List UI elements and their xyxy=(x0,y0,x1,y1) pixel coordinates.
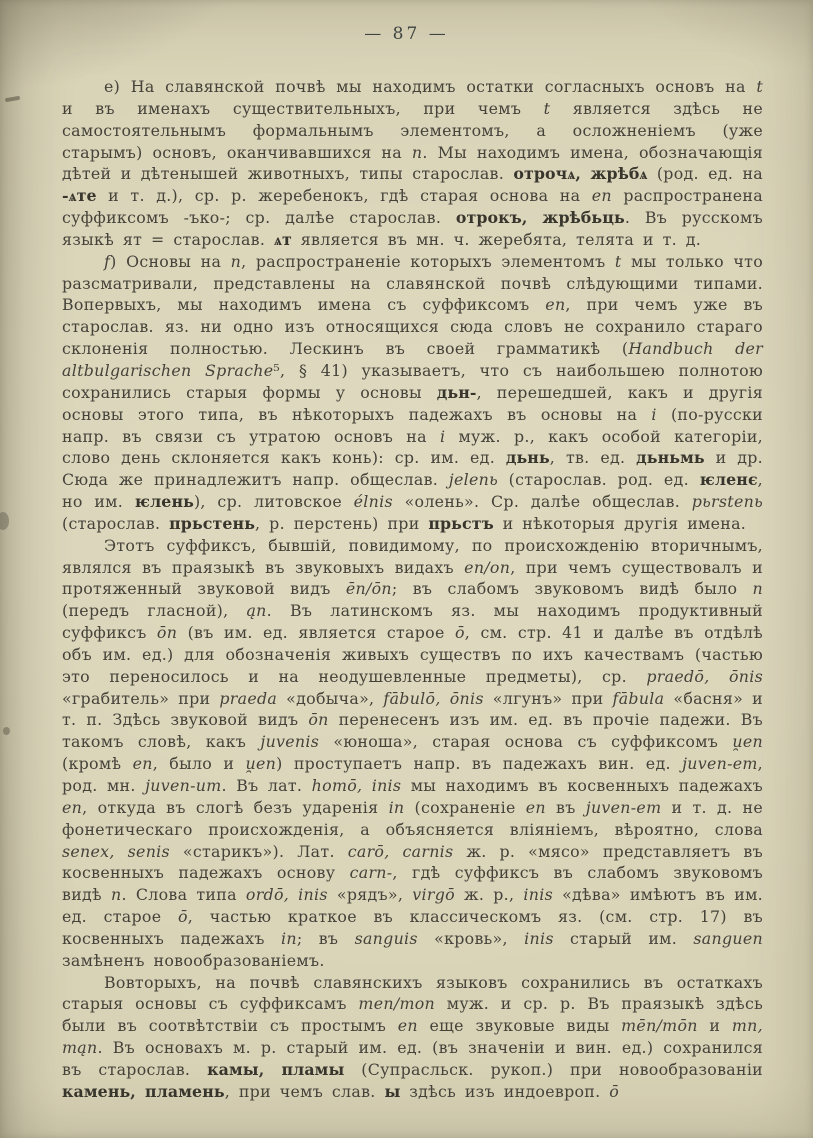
text-run: въ xyxy=(545,797,586,817)
latin-term: f xyxy=(104,251,111,271)
latin-term: n xyxy=(110,885,122,905)
page-number: — 87 — xyxy=(364,24,449,44)
text-run: ; въ xyxy=(296,928,355,948)
latin-term: inis xyxy=(524,928,554,948)
text-run: . Въ латинскомъ яз. мы находимъ продуктивный суффиксъ xyxy=(62,601,763,643)
slavic-term: ы xyxy=(384,1081,401,1101)
text-run: распространена суффиксомъ -ъко-; ср. далѣе старослав. xyxy=(62,186,763,228)
latin-term: t xyxy=(756,77,763,96)
latin-term: mn, mąn xyxy=(62,1016,763,1058)
text-run: , распространеніе которыхъ элементомъ xyxy=(241,251,615,271)
text-run: является въ мн. ч. жеребята, телята и т. д. xyxy=(291,229,702,249)
text-run: Вовторыхъ, на почвѣ славянскихъ языковъ сохранились въ остаткахъ старыя основы съ суффиксамъ xyxy=(62,972,763,1014)
paragraph xyxy=(62,972,763,1103)
text-run: ), ср. литовское xyxy=(193,492,354,512)
paragraph xyxy=(62,76,763,251)
latin-term: ō xyxy=(177,907,188,927)
slavic-term: камень, пламень xyxy=(62,1081,225,1101)
latin-term: en/on xyxy=(464,557,511,577)
latin-term: jelenь xyxy=(448,470,499,490)
latin-term: juven-em xyxy=(682,754,758,774)
text-run: Этотъ суффиксъ, бывшій, повидимому, по происхожденію вторичнымъ, являлся въ праязыкѣ въ звуковыхъ видахъ xyxy=(62,535,763,577)
latin-term: ō xyxy=(609,1081,620,1101)
page-body xyxy=(62,76,763,1103)
text-run: е) На славянской почвѣ мы находимъ остатки согласныхъ основъ на xyxy=(104,77,757,96)
text-run: . Въ лат. xyxy=(221,776,312,795)
latin-term: pьrstenь xyxy=(691,492,763,512)
latin-term: n xyxy=(411,142,423,162)
slavic-term: отрочѧ, жрѣбѧ xyxy=(513,164,648,184)
text-run: . Мы находимъ имена, обозначающія дѣтей и дѣтенышей животныхъ, типы старослав. xyxy=(62,142,763,184)
latin-term: in xyxy=(280,928,297,948)
text-run: «олень». Ср. далѣе общеслав. xyxy=(392,492,692,512)
text-run: (род. ед. на xyxy=(647,164,763,184)
latin-term: t xyxy=(614,251,622,271)
ink-speck xyxy=(0,512,9,530)
latin-term: juvenis xyxy=(260,732,320,752)
slavic-term: ѧт xyxy=(274,229,292,249)
latin-term: virgō xyxy=(412,885,455,905)
latin-term: Handbuch der altbulgarischen Sprache xyxy=(62,339,764,380)
latin-term: ordō, inis xyxy=(245,885,328,905)
text-run: «басня» и т. п. Здѣсь звуковой видъ xyxy=(62,688,763,730)
text-run: замѣненъ новообразованіемъ. xyxy=(62,950,325,970)
text-run: «юноша», старая основа съ суффиксомъ xyxy=(319,732,733,752)
latin-term: carō, carnis xyxy=(347,841,454,861)
text-run: , р. перстень) при xyxy=(255,513,429,533)
text-run: и xyxy=(697,1016,732,1036)
latin-term: en xyxy=(545,295,566,315)
slavic-term: дьн- xyxy=(436,382,477,402)
slavic-term: прьстень xyxy=(169,513,256,533)
text-run: ) Основы на xyxy=(110,251,231,271)
text-run: и т. д.), ср. р. жеребенокъ, гдѣ старая основа на xyxy=(96,186,592,206)
slavic-term: прьстъ xyxy=(428,513,494,533)
slavic-term: дьньмь xyxy=(636,448,705,468)
latin-term: ąn xyxy=(246,601,267,621)
latin-term: inis xyxy=(523,885,553,905)
text-run: (кромѣ xyxy=(62,754,133,774)
slavic-term: камы, пламы xyxy=(207,1059,345,1079)
latin-term: i xyxy=(651,404,657,424)
latin-term: n xyxy=(752,579,763,599)
latin-term: sanguis xyxy=(354,928,418,948)
text-run: . Въ русскомъ языкѣ ят = старослав. xyxy=(62,208,763,249)
text-run: (Супрасльск. рукоп.) при новообразованіи xyxy=(344,1059,763,1079)
text-run: , при чемъ существовалъ и протяженный звуковой видъ xyxy=(62,557,763,599)
latin-term: praedō, ōnis xyxy=(646,666,763,686)
text-run: , при чемъ слав. xyxy=(224,1081,385,1101)
latin-term: fābula xyxy=(612,688,665,708)
text-run: , см. стр. 41 и далѣе въ отдѣлѣ объ им. ед.) для обозначенія живыхъ существъ по ихъ качествамъ (частью это переносилось и на неодушевленные предметы), ср. xyxy=(62,623,763,686)
text-run: «старикъ»). Лат. xyxy=(169,841,348,861)
text-run: ; въ слабомъ звуковомъ видѣ было xyxy=(391,579,753,599)
text-run: , откуда въ слогѣ безъ ударенія xyxy=(82,797,389,817)
text-run: является здѣсь не самостоятельнымъ формальнымъ элементомъ, а осложненіемъ (уже старымъ) основъ, оканчивавшихся на xyxy=(62,98,764,162)
text-run: и др. Сюда же принадлежитъ напр. общеслав. xyxy=(62,448,764,490)
latin-term: homō, inis xyxy=(311,776,402,795)
text-run: , тв. ед. xyxy=(549,448,637,468)
text-run: «добыча», xyxy=(277,688,384,708)
slavic-term: отрокъ, жрѣбьць xyxy=(455,208,625,228)
text-run: муж. и ср. р. Въ праязыкѣ здѣсь были въ соотвѣтствіи съ простымъ xyxy=(62,994,763,1036)
text-run: (старослав. xyxy=(62,513,170,533)
latin-term: ēn/ōn xyxy=(345,579,392,599)
text-run: еще звуковые виды xyxy=(417,1016,622,1036)
text-run: . Въ основахъ м. р. старый им. ед. (въ значеніи и вин. ед.) сохранился въ старослав. xyxy=(62,1038,763,1079)
text-run: (передъ гласной), xyxy=(62,601,247,621)
text-run: и нѣкоторыя другія имена. xyxy=(493,513,747,533)
latin-term: en xyxy=(525,797,546,817)
text-run: . Слова типа xyxy=(121,885,246,905)
text-run: (по-русски напр. въ связи съ утратою основъ на xyxy=(62,404,763,446)
latin-term: en xyxy=(591,186,612,206)
text-run: ж. р., xyxy=(454,885,524,905)
text-run: , было и xyxy=(152,754,246,774)
text-run: и т. д. не фонетическаго происхожденія, а объясняется вліяніемъ, вѣроятно, слова xyxy=(62,797,763,839)
ink-speck xyxy=(3,727,10,735)
latin-term: élnis xyxy=(353,492,393,512)
text-run: «грабитель» при xyxy=(62,688,220,708)
text-run: «рядъ», xyxy=(327,885,413,905)
latin-term: fābulō, ōnis xyxy=(383,688,484,708)
text-run: , при чемъ уже въ старослав. яз. ни одно изъ относящихся сюда словъ не сохранило стараго склоненія полностью. Лескинъ въ своей грамматикѣ ( xyxy=(62,295,763,359)
latin-term: u̯en xyxy=(245,754,277,774)
ink-speck xyxy=(5,96,20,103)
text-run: ) проступаетъ напр. въ падежахъ вин. ед. xyxy=(276,754,683,774)
text-run: «лгунъ» при xyxy=(483,688,613,708)
latin-term: ō xyxy=(454,623,465,643)
slavic-term: дьнь xyxy=(505,448,550,468)
text-run: , гдѣ суффиксъ въ слабомъ звуковомъ видѣ xyxy=(62,863,763,905)
slavic-term: ѥленє xyxy=(699,470,758,490)
text-run: (сохраненіе xyxy=(404,797,526,817)
text-run: и въ именахъ существительныхъ, при чемъ xyxy=(62,98,544,118)
text-run: ж. р. «мясо» представляетъ въ косвенныхъ падежахъ основу xyxy=(62,841,763,883)
text-run: , частью краткое въ классическомъ яз. (см. стр. 17) въ косвенныхъ падежахъ xyxy=(62,907,764,948)
slavic-term: -ѧте xyxy=(62,186,97,206)
latin-term: in xyxy=(388,797,405,817)
slavic-term: ѥлень xyxy=(134,492,194,512)
latin-term: carn- xyxy=(349,863,393,883)
text-run: перенесенъ изъ им. ед. въ прочіе падежи. Въ такомъ словѣ, какъ xyxy=(62,710,763,752)
text-run: , род. мн. xyxy=(62,754,763,795)
text-run: , но им. xyxy=(62,470,763,512)
text-run: (старослав. род. ед. xyxy=(498,470,700,490)
latin-term: mēn/mōn xyxy=(621,1016,698,1036)
latin-term: n xyxy=(230,251,242,271)
latin-term: u̯en xyxy=(732,732,763,752)
paragraph xyxy=(62,535,763,972)
latin-term: juven-um xyxy=(145,776,222,795)
latin-term: en xyxy=(397,1016,418,1036)
text-run: «дѣва» имѣютъ въ им. ед. старое xyxy=(62,885,763,927)
latin-term: en xyxy=(132,754,153,774)
text-run: ⁵, § 41) указываетъ, что съ наибольшею полнотою сохранились старыя формы у основы xyxy=(62,360,764,402)
text-run: муж. р., какъ особой категоріи, слово день склоняется какъ конь): ср. им. ед. xyxy=(62,426,763,468)
text-run: «кровь», xyxy=(417,928,525,948)
latin-term: praeda xyxy=(219,688,278,708)
text-run: мы находимъ въ косвенныхъ падежахъ xyxy=(401,776,763,795)
text-run: мы только что разсматривали, представлены на славянской почвѣ слѣдующими типами. Вопервыхъ, мы находимъ имена съ суффиксомъ xyxy=(62,251,764,315)
paragraph xyxy=(62,251,763,535)
latin-term: sanguen xyxy=(693,928,763,948)
latin-term: men/mon xyxy=(358,994,436,1014)
latin-term: en xyxy=(62,797,83,817)
latin-term: senex, senis xyxy=(62,841,170,861)
latin-term: ōn xyxy=(308,710,329,730)
latin-term: t xyxy=(543,98,551,118)
text-run: , перешедшей, какъ и другія основы этого типа, въ нѣкоторыхъ падежахъ въ основы на xyxy=(62,382,764,424)
latin-term: juven-em xyxy=(585,797,662,817)
text-run: старый им. xyxy=(553,928,694,948)
text-run: (въ им. ед. является старое xyxy=(177,623,455,643)
latin-term: i xyxy=(439,426,446,446)
latin-term: ōn xyxy=(156,623,178,643)
text-run: здѣсь изъ индоевроп. xyxy=(400,1081,610,1101)
